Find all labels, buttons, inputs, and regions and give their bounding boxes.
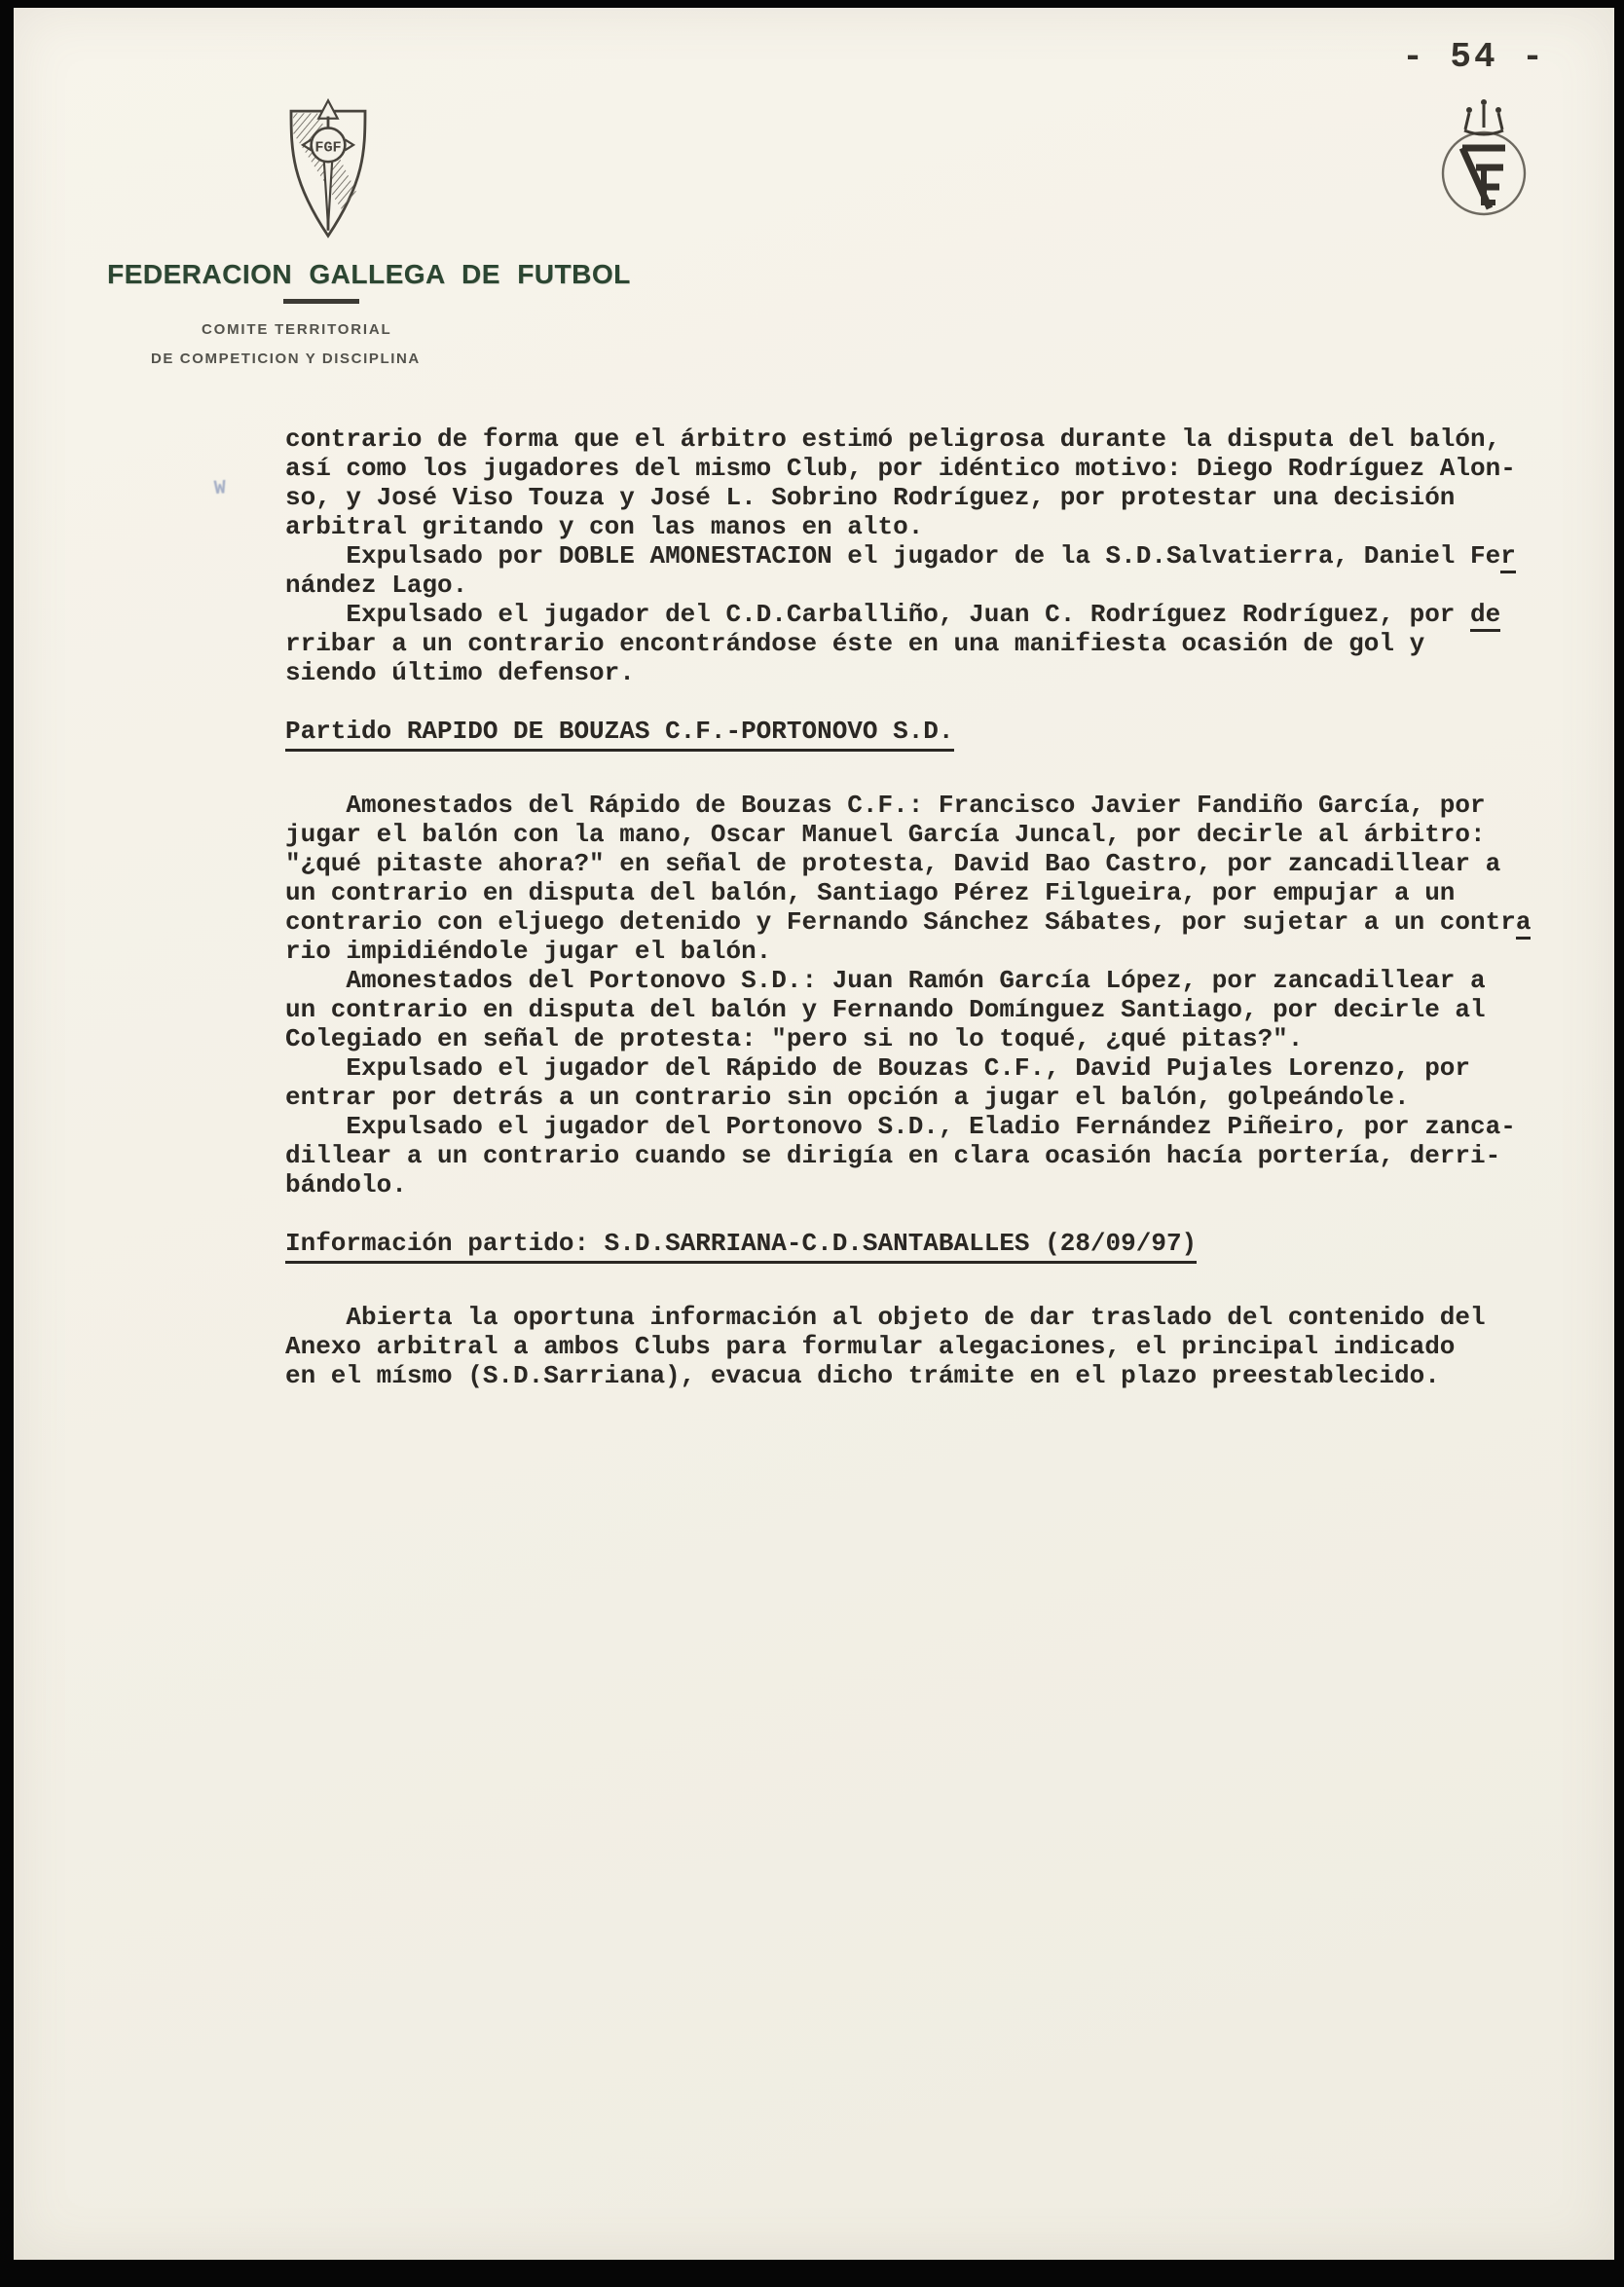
underlined-letter: r xyxy=(1500,541,1516,573)
typewritten-line: Expulsado el jugador del Rápido de Bouzas C.F., David Pujales Lorenzo, por xyxy=(285,1053,1470,1083)
section-heading xyxy=(285,717,1551,752)
underlined-letter: de xyxy=(1470,600,1500,632)
typewritten-line: nández Lago. xyxy=(285,571,468,600)
typewritten-line: dillear a un contrario cuando se dirigía en clara ocasión hacía portería, derri- xyxy=(285,1141,1501,1170)
typewritten-line: Amonestados del Rápido de Bouzas C.F.: Francisco Javier Fandiño García, por xyxy=(285,791,1486,820)
typewritten-line: así como los jugadores del mismo Club, por idéntico motivo: Diego Rodríguez Alon- xyxy=(285,454,1516,483)
committee-line-1: COMITE TERRITORIAL xyxy=(202,321,392,338)
typewritten-line: Colegiado en señal de protesta: "pero si no lo toqué, ¿qué pitas?". xyxy=(285,1024,1304,1053)
typewritten-line: Abierta la oportuna información al objeto de dar traslado del contenido del xyxy=(285,1303,1486,1332)
typewritten-line: contrario con eljuego detenido y Fernando Sánchez Sábates, por sujetar a un contra xyxy=(285,907,1551,937)
letterhead-rule xyxy=(283,299,359,304)
organization-title: FEDERACION GALLEGA DE FUTBOL xyxy=(107,259,631,289)
typewritten-line: Expulsado el jugador del Portonovo S.D., Eladio Fernández Piñeiro, por zanca- xyxy=(285,1112,1516,1141)
body-paragraph xyxy=(285,424,1551,541)
typewritten-line: un contrario en disputa del balón y Fernando Domínguez Santiago, por decirle al xyxy=(285,995,1486,1024)
typewritten-line: "¿qué pitaste ahora?" en señal de protesta, David Bao Castro, por zancadillear a xyxy=(285,849,1501,878)
typewritten-line: siendo último defensor. xyxy=(285,658,635,687)
ink-smudge: W xyxy=(213,477,227,501)
typewritten-line: arbitral gritando y con las manos en alto. xyxy=(285,512,924,541)
body-paragraph xyxy=(285,600,1551,687)
typewritten-line: jugar el balón con la mano, Oscar Manuel García Juncal, por decirle al árbitro: xyxy=(285,820,1486,849)
typewritten-line: so, y José Viso Touza y José L. Sobrino Rodríguez, por protestar una decisión xyxy=(285,483,1456,512)
body-paragraph xyxy=(285,1303,1551,1390)
section-heading xyxy=(285,1229,1551,1264)
typewritten-line: Amonestados del Portonovo S.D.: Juan Ramón García López, por zancadillear a xyxy=(285,966,1486,995)
typewritten-line: rio impidiéndole jugar el balón. xyxy=(285,937,772,966)
underlined-letter: a xyxy=(1516,907,1532,940)
committee-line-2: DE COMPETICION Y DISCIPLINA xyxy=(151,350,421,367)
body-paragraph xyxy=(285,1112,1551,1199)
page-number: - 54 - xyxy=(1402,37,1546,77)
typewritten-line: en el mísmo (S.D.Sarriana), evacua dicho trámite en el plazo preestablecido. xyxy=(285,1361,1440,1390)
typewritten-line: Expulsado por DOBLE AMONESTACION el jugador de la S.D.Salvatierra, Daniel Fer xyxy=(285,541,1551,571)
typewritten-line: un contrario en disputa del balón, Santiago Pérez Filgueira, por empujar a un xyxy=(285,878,1456,907)
body-paragraph xyxy=(285,791,1551,966)
typewritten-line: contrario de forma que el árbitro estimó peligrosa durante la disputa del balón, xyxy=(285,424,1501,454)
typewritten-line: rribar a un contrario encontrándose éste en una manifiesta ocasión de gol y xyxy=(285,629,1425,658)
section-heading-text: Información partido: S.D.SARRIANA-C.D.SANTABALLES (28/09/97) xyxy=(285,1229,1197,1264)
typewritten-line: bándolo. xyxy=(285,1170,407,1199)
body-paragraph xyxy=(285,966,1551,1053)
document-page xyxy=(14,8,1614,2260)
typewritten-line: entrar por detrás a un contrario sin opción a jugar el balón, golpeándole. xyxy=(285,1083,1410,1112)
section-heading-text: Partido RAPIDO DE BOUZAS C.F.-PORTONOVO S.D. xyxy=(285,717,954,752)
rfef-crest-icon xyxy=(1433,92,1534,226)
body-paragraph xyxy=(285,541,1551,600)
fgf-shield-icon xyxy=(275,97,382,245)
svg-text:FGF: FGF xyxy=(314,138,342,157)
typewritten-line: Anexo arbitral a ambos Clubs para formular alegaciones, el principal indicado xyxy=(285,1332,1456,1361)
body-paragraph xyxy=(285,1053,1551,1112)
typewritten-line: Expulsado el jugador del C.D.Carballiño, Juan C. Rodríguez Rodríguez, por de xyxy=(285,600,1551,629)
document-body xyxy=(285,424,1551,1390)
